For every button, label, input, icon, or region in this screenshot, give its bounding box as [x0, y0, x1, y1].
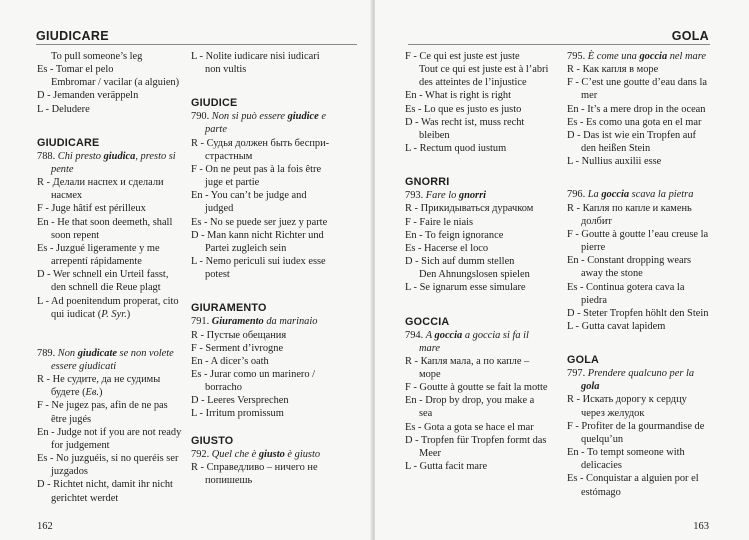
translation-line: judged	[205, 203, 234, 215]
left-column-2	[191, 50, 361, 487]
translation-line: den heißen Stein	[581, 143, 651, 155]
translation-line: F - Serment d’ivrogne	[191, 342, 284, 354]
translation-line: R - Капля по капле и камень	[567, 202, 692, 214]
translation-line: borracho	[205, 382, 242, 394]
translation-line: R - Искать дорогу к сердцу	[567, 394, 687, 406]
translation-line: En - To feign ignorance	[405, 229, 504, 241]
translation-line: Embromar / vacilar (a alguien)	[51, 77, 180, 89]
translation-line: quelqu’un	[581, 433, 624, 445]
translation-line: D - Tropfen für Tropfen formt das	[405, 434, 547, 446]
translation-line: non vultis	[205, 64, 247, 76]
translation-line: parte	[205, 124, 227, 136]
translation-line: F - Profiter de la gourmandise de	[567, 420, 705, 432]
translation-line: F - Juge hâtif est périlleux	[37, 203, 146, 215]
translation-line: Es - Hacerse el loco	[405, 242, 489, 254]
spacer	[191, 281, 361, 301]
translation-line: R - Пустые обещания	[191, 329, 287, 341]
translation-line: Partei zugleich sein	[205, 242, 287, 254]
header-rule-right	[408, 44, 710, 45]
proverb-line: 797. Prendere qualcuno per la	[567, 368, 695, 380]
spacer	[191, 76, 361, 96]
translation-line: essere giudicati	[51, 360, 117, 372]
proverb-line: 796. La goccia scava la pietra	[567, 189, 694, 201]
translation-line: L - Irritum promissum	[191, 408, 284, 420]
translation-line: R - Справедливо – ничего не	[191, 461, 318, 473]
proverb-line: 791. Giuramento da marinaio	[191, 316, 318, 328]
proverb-line: 792. Quel che è giusto è giusto	[191, 448, 321, 460]
translation-line: Es - Tomar el pelo	[37, 64, 114, 76]
translation-line: Meer	[419, 447, 441, 459]
spacer	[37, 321, 187, 334]
translation-line: будете (Ев.)	[51, 387, 103, 399]
running-head-right: GOLA	[671, 29, 709, 43]
entry-headword: GIUSTO	[191, 434, 234, 447]
translation-line: des atteintes de l’injustice	[419, 77, 527, 89]
entry-headword: GOCCIA	[405, 315, 450, 328]
running-head-left: GIUDICARE	[36, 29, 109, 43]
translation-line: D - Wer schnell ein Urteil fasst,	[37, 269, 169, 281]
translation-line: Es - Continua gotera cava la	[567, 281, 685, 293]
spacer	[567, 168, 739, 188]
translation-line: En - To tempt someone with	[567, 447, 685, 459]
translation-line: попишешь	[205, 474, 253, 486]
left-page	[0, 0, 372, 540]
entry-headword: GOLA	[567, 354, 599, 367]
translation-line: R - Не судите, да не судимы	[37, 374, 161, 386]
right-column-2	[567, 50, 739, 499]
translation-line: L - Nullius auxilii esse	[567, 156, 662, 168]
right-page	[375, 0, 749, 540]
translation-line: Es - Gota a gota se hace el mar	[405, 421, 534, 433]
translation-line: Es - Lo que es justo es justo	[405, 103, 522, 115]
translation-line: delicacies	[581, 460, 622, 472]
translation-line: En - You can’t be judge and	[191, 190, 307, 202]
translation-line: être jugés	[51, 413, 92, 425]
translation-line: Es - Jurar como un marinero /	[191, 368, 316, 380]
proverb-line: 790. Non si può essere giudice e	[191, 111, 326, 123]
translation-line: gerichtet werdet	[51, 492, 119, 504]
entry-headword: GIURAMENTO	[191, 302, 267, 315]
translation-line: L - Rectum quod iustum	[405, 143, 507, 155]
translation-line: for judgement	[51, 439, 110, 451]
translation-line: Es - No se puede ser juez y parte	[191, 216, 328, 228]
translation-line: pierre	[581, 242, 606, 254]
translation-line: Es - Juzgué ligeramente y me	[37, 242, 160, 254]
translation-line: En - He that soon deemeth, shall	[37, 216, 173, 228]
translation-line: R - Судья должен быть беспри-	[191, 137, 330, 149]
translation-line: F - Ne jugez pas, afin de ne pas	[37, 400, 168, 412]
translation-line: Den Ahnungslosen spielen	[419, 269, 530, 281]
translation-line: gola	[581, 381, 600, 393]
translation-line: pente	[51, 163, 74, 175]
entry-headword: GIUDICARE	[37, 136, 100, 149]
translation-line: qui iudicat (P. Syr.)	[51, 308, 131, 320]
translation-line: away the stone	[581, 268, 643, 280]
entry-headword: GNORRI	[405, 176, 450, 189]
proverb-line: 793. Fare lo gnorri	[405, 190, 487, 202]
spacer	[37, 116, 187, 136]
proverb-line: 788. Chi presto giudica, presto si	[37, 150, 176, 162]
translation-line: Es - Conquistar a alguien por el	[567, 473, 699, 485]
translation-line: L - Deludere	[37, 103, 90, 115]
spacer	[405, 155, 565, 175]
translation-line: L - Ad poenitendum properat, cito	[37, 295, 179, 307]
translation-line: F - Goutte à goutte l’eau creuse la	[567, 228, 709, 240]
translation-line: страстным	[205, 150, 253, 162]
translation-line: En - It’s a mere drop in the ocean	[567, 103, 706, 115]
translation-line: R - Делали наспех и сделали	[37, 177, 164, 189]
translation-line: sea	[419, 408, 433, 420]
translation-line: L - Gutta facit mare	[405, 461, 488, 473]
translation-line: juge et partie	[205, 177, 260, 189]
translation-line: R - Как капля в море	[567, 64, 659, 76]
page-number-left: 162	[37, 521, 53, 532]
spacer	[191, 421, 361, 434]
translation-line: juzgados	[51, 466, 88, 478]
proverb-line: 795. È come una goccia nel mare	[567, 51, 706, 62]
translation-line: Es - Es como una gota en el mar	[567, 116, 702, 128]
translation-line: mare	[419, 342, 440, 354]
translation-line: L - Nemo periculi sui iudex esse	[191, 256, 326, 268]
translation-line: D - Das ist wie ein Tropfen auf	[567, 129, 696, 141]
spacer	[37, 334, 187, 347]
translation-line: F - Ce qui est juste est juste	[405, 51, 520, 62]
translation-line: Es - No juzguéis, si no queréis ser	[37, 453, 179, 465]
translation-line: L - Nolite iudicare nisi iudicari	[191, 51, 320, 62]
spacer	[567, 333, 739, 353]
translation-line: F - Faire le niais	[405, 216, 474, 228]
translation-line: Tout ce qui est juste est à l’abri	[419, 64, 549, 76]
translation-line: L - Gutta cavat lapidem	[567, 320, 666, 332]
translation-line: estómago	[581, 486, 621, 498]
translation-line: En - A dicer’s oath	[191, 355, 269, 367]
translation-line: D - Sich auf dumm stellen	[405, 256, 515, 268]
translation-line: насмех	[51, 190, 83, 202]
translation-line: En - Judge not if you are not ready	[37, 426, 182, 438]
page-number-right: 163	[693, 521, 709, 532]
translation-line: En - What is right is right	[405, 90, 512, 102]
translation-line: den schnell die Reue plagt	[51, 282, 161, 294]
translation-line: F - C’est une goutte d’eau dans la	[567, 77, 707, 89]
translation-line: F - On ne peut pas à la fois être	[191, 163, 322, 175]
spacer	[405, 295, 565, 315]
translation-line: D - Man kann nicht Richter und	[191, 229, 324, 241]
translation-line: bleiben	[419, 129, 450, 141]
translation-line: piedra	[581, 294, 607, 306]
translation-line: D - Jemanden veräppeln	[37, 90, 139, 102]
translation-line: L - Se ignarum esse simulare	[405, 282, 526, 294]
translation-line: arrepentí rápidamente	[51, 256, 142, 268]
translation-line: mer	[581, 90, 598, 102]
header-rule-left	[36, 44, 357, 45]
translation-line: R - Прикидываться дурачком	[405, 203, 534, 215]
translation-line: soon repent	[51, 229, 100, 241]
translation-line: potest	[205, 269, 230, 281]
translation-line: F - Goutte à goutte se fait la motte	[405, 382, 548, 394]
proverb-line: 794. A goccia a goccia si fa il	[405, 329, 529, 341]
translation-line: To pull someone’s leg	[51, 51, 143, 62]
translation-line: En - Constant dropping wears	[567, 255, 692, 267]
translation-line: D - Leeres Versprechen	[191, 395, 289, 407]
translation-line: через желудок	[581, 407, 645, 419]
translation-line: D - Richtet nicht, damit ihr nicht	[37, 479, 173, 491]
translation-line: море	[419, 368, 441, 380]
entry-headword: GIUDICE	[191, 97, 238, 110]
translation-line: En - Drop by drop, you make a	[405, 395, 535, 407]
translation-line: долбит	[581, 215, 612, 227]
translation-line: D - Was recht ist, muss recht	[405, 116, 525, 128]
translation-line: D - Steter Tropfen höhlt den Stein	[567, 307, 709, 319]
left-column-1	[37, 50, 187, 505]
translation-line: R - Капля мала, а по капле –	[405, 355, 530, 367]
proverb-line: 789. Non giudicate se non volete	[37, 347, 174, 359]
right-column-1	[405, 50, 565, 473]
